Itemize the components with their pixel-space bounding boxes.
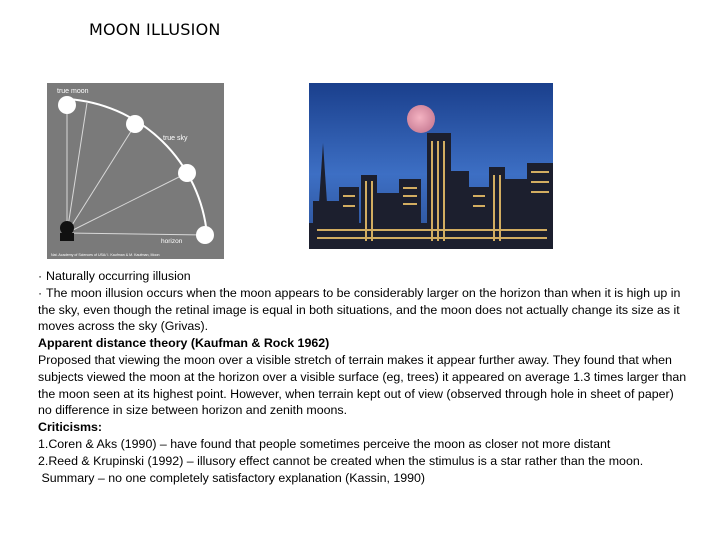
label-horizon: horizon <box>161 238 183 245</box>
moon-mid <box>178 164 196 182</box>
bullet-icon: · <box>38 269 43 283</box>
moon-upper <box>126 115 144 133</box>
paragraph-apparent-distance: Proposed that viewing the moon over a visible stretch of terrain makes it appear further away. They found that when subjects viewed the moon at the horizon over a visible surface (eg, trees) it appeared on average 1.3 times larger than the moon seen at its highest point. However, when terrain kept out of view (observed through hole in sheet of paper) no difference in size between horizon and zenith moons. <box>38 352 687 418</box>
observer-figure <box>60 221 74 241</box>
heading-apparent-distance: Apparent distance theory (Kaufman & Rock 1962) <box>38 336 330 351</box>
label-true-sky: true sky <box>163 135 188 142</box>
label-true-moon: true moon <box>57 88 89 95</box>
page-title: MOON ILLUSION <box>89 20 221 39</box>
diagram-credit: Nat. Academy of Sciences of USA/ I. Kaufman & M. Kaufman, Moon <box>51 253 160 257</box>
criticism-1: 1.Coren & Aks (1990) – have found that people sometimes perceive the moon as closer not more distant <box>38 436 611 451</box>
bullet-icon: · <box>38 285 43 300</box>
moon <box>407 105 435 133</box>
moon-horizon <box>196 226 214 244</box>
bullet-item: · Naturally occurring illusion <box>38 269 191 283</box>
moon-top <box>58 96 76 114</box>
body-text <box>38 268 688 486</box>
bullet-item: · The moon illusion occurs when the moon appears to be considerably larger on the horizon than when it is high up in the sky, even though the retinal image is equal in both situations, and the moon does not actually change its size as it moves across the sky (Grivas). <box>38 285 681 334</box>
city-moon-photo <box>309 83 553 249</box>
criticism-2: 2.Reed & Krupinski (1992) – illusory effect cannot be created when the stimulus is a star rather than the moon. <box>38 453 644 468</box>
moon-illusion-diagram <box>47 83 224 259</box>
heading-criticisms: Criticisms: <box>38 420 103 435</box>
summary: Summary – no one completely satisfactory explanation (Kassin, 1990) <box>38 470 426 485</box>
